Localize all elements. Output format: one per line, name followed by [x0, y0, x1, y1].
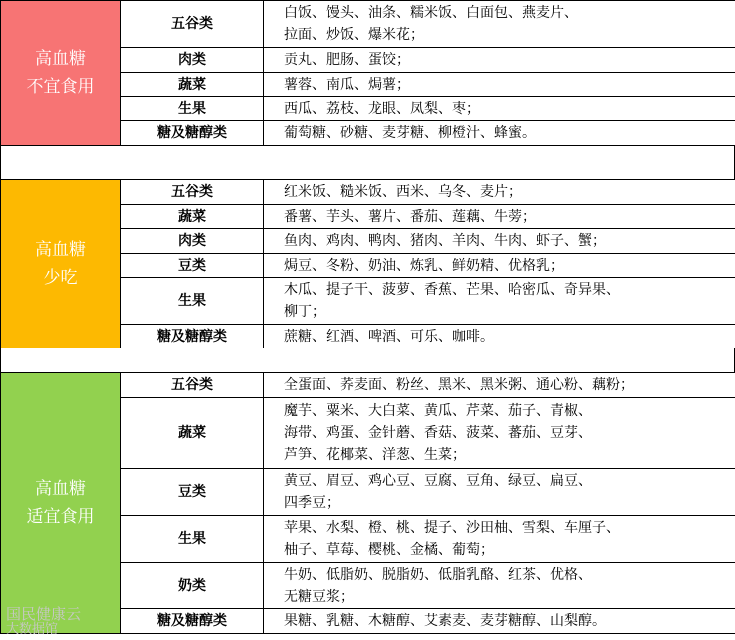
watermark-line2: 大数据馆	[6, 622, 59, 637]
category-cell: 蔬菜	[121, 73, 264, 97]
items-cell: 红米饭、糙米饭、西米、乌冬、麦片；	[264, 180, 735, 205]
group-table-avoid	[0, 0, 735, 146]
group-title-line2: 不宜食用	[26, 77, 95, 97]
group-table-suitable	[0, 372, 735, 634]
items-cell: 果糖、乳糖、木糖醇、艾素麦、麦芽糖醇、山梨醇。	[264, 609, 735, 634]
items-cell: 薯蓉、南瓜、焗薯；	[264, 73, 735, 97]
category-cell: 五谷类	[121, 373, 264, 398]
category-cell: 蔬菜	[121, 205, 264, 229]
group-title-line1: 高血糖	[35, 49, 86, 69]
group-label-avoid	[1, 1, 121, 146]
group-title-line1: 高血糖	[35, 240, 86, 260]
watermark-line1: 国民健康云	[6, 605, 82, 623]
category-cell: 豆类	[121, 254, 264, 278]
items-cell: 白饭、馒头、油条、糯米饭、白面包、燕麦片、 拉面、炒饭、爆米花；	[264, 1, 735, 48]
category-cell: 糖及糖醇类	[121, 121, 264, 146]
items-cell: 牛奶、低脂奶、脱脂奶、低脂乳酪、红茶、优格、 无糖豆浆；	[264, 563, 735, 609]
category-cell: 蔬菜	[121, 398, 264, 469]
group-label-suitable	[1, 373, 121, 634]
category-cell: 生果	[121, 516, 264, 563]
section-spacer	[0, 348, 735, 372]
category-cell: 五谷类	[121, 1, 264, 48]
items-cell: 蔗糖、红酒、啤酒、可乐、咖啡。	[264, 325, 735, 349]
items-cell: 贡丸、肥肠、蛋饺；	[264, 48, 735, 73]
items-cell: 木瓜、提子干、菠萝、香蕉、芒果、哈密瓜、奇异果、 柳丁；	[264, 278, 735, 325]
category-cell: 糖及糖醇类	[121, 325, 264, 349]
group-title-line1: 高血糖	[35, 479, 86, 499]
items-cell: 黄豆、眉豆、鸡心豆、豆腐、豆角、绿豆、扁豆、 四季豆；	[264, 469, 735, 516]
group-title-line2: 少吃	[43, 268, 78, 288]
items-cell: 西瓜、荔枝、龙眼、凤梨、枣；	[264, 97, 735, 121]
category-cell: 奶类	[121, 563, 264, 609]
group-label-less	[1, 180, 121, 349]
category-cell: 肉类	[121, 48, 264, 73]
category-cell: 五谷类	[121, 180, 264, 205]
group-table-less	[0, 179, 735, 349]
table-row	[1, 1, 735, 48]
section-spacer	[0, 146, 735, 179]
items-cell: 鱼肉、鸡肉、鸭肉、猪肉、羊肉、牛肉、虾子、蟹；	[264, 229, 735, 254]
table-row	[1, 180, 735, 205]
items-cell: 全蛋面、荞麦面、粉丝、黑米、黑米粥、通心粉、藕粉；	[264, 373, 735, 398]
items-cell: 葡萄糖、砂糖、麦芽糖、柳橙汁、蜂蜜。	[264, 121, 735, 146]
items-cell: 焗豆、冬粉、奶油、炼乳、鲜奶精、优格乳；	[264, 254, 735, 278]
category-cell: 糖及糖醇类	[121, 609, 264, 634]
category-cell: 肉类	[121, 229, 264, 254]
items-cell: 魔芋、粟米、大白菜、黄瓜、芹菜、茄子、青椒、 海带、鸡蛋、金针蘑、香菇、菠菜、蕃茄、豆芽、 芦笋、花椰菜、洋葱、生菜；	[264, 398, 735, 469]
category-cell: 豆类	[121, 469, 264, 516]
table-row	[1, 373, 735, 398]
category-cell: 生果	[121, 97, 264, 121]
category-cell: 生果	[121, 278, 264, 325]
items-cell: 苹果、水梨、橙、桃、提子、沙田柚、雪梨、车厘子、 柚子、草莓、樱桃、金橘、葡萄；	[264, 516, 735, 563]
items-cell: 番薯、芋头、薯片、番茄、莲藕、牛蒡；	[264, 205, 735, 229]
group-title-line2: 适宜食用	[26, 507, 95, 527]
